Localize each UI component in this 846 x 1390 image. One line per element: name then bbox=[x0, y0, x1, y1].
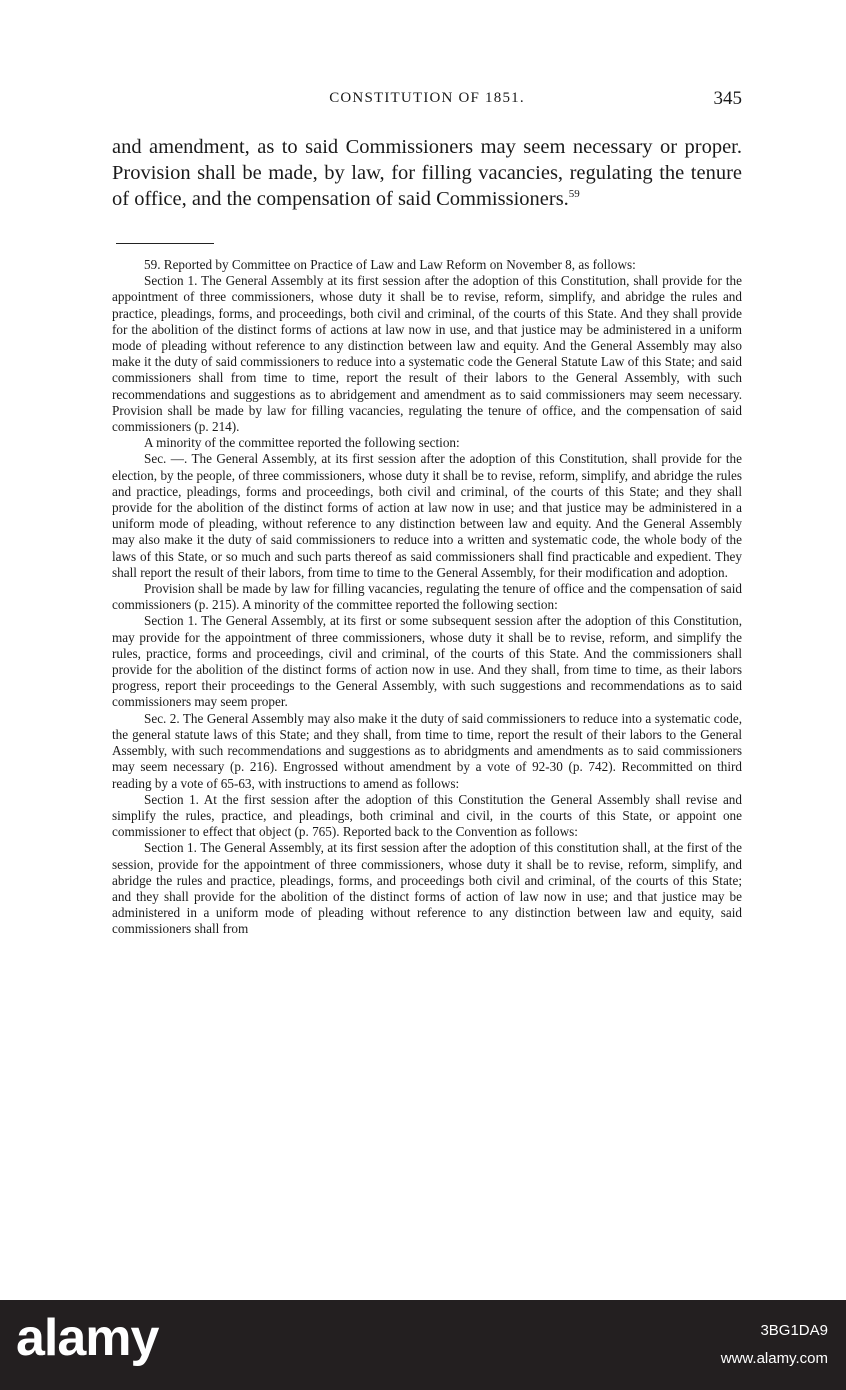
footnote-paragraph: Provision shall be made by law for filling vacancies, regulating the tenure of office and the compensation of said commissioners (p. 215). A minority of the committee reported the following section: bbox=[112, 581, 742, 613]
watermark-url: www.alamy.com bbox=[720, 1350, 828, 1367]
footnotes bbox=[112, 257, 742, 938]
running-title: CONSTITUTION OF 1851. bbox=[329, 90, 525, 106]
image-id: 3BG1DA9 bbox=[760, 1322, 828, 1339]
stock-watermark-bar bbox=[0, 1300, 846, 1390]
footnote-paragraph: Section 1. At the first session after the adoption of this Constitution the General Assembly shall revise and simplify the rules, practice, and pleadings, both criminal and civil, in the courts of this State, or appoint one commissioner to effect that object (p. 765). Reported back to the Convention as follows: bbox=[112, 791, 742, 840]
running-head bbox=[112, 88, 742, 112]
footnote-paragraph: 59. Reported by Committee on Practice of Law and Law Reform on November 8, as follows: bbox=[144, 257, 636, 272]
main-paragraph-text: and amendment, as to said Commissioners may seem necessary or proper. Provision shall be made, by law, for filling vacancies, regulating the tenure of office, and the compensation of said Commissioners. bbox=[112, 136, 742, 210]
alamy-logo: alamy bbox=[16, 1309, 159, 1367]
footnote-divider bbox=[116, 243, 214, 244]
page-number: 345 bbox=[713, 88, 742, 109]
main-paragraph bbox=[112, 134, 742, 212]
footnote-paragraph: A minority of the committee reported the following section: bbox=[144, 435, 460, 451]
footnote-paragraph: Sec. —. The General Assembly, at its first session after the adoption of this Constitution, shall provide for the election, by the people, of three commissioners, whose duty it shall be to revise, reform, simplify, and abridge the rules and practice, pleadings, forms and proceedings, both civil and criminal, of the courts of this State; and they shall provide for the abolition of the distinct forms of action at law now in use; and that justice may be administered in a uniform mode of pleading, without reference to any distinction between law and equity. And the General Assembly may also make it the duty of said commissioners to reduce into a written and systematic code, the whole body of the laws of this State, or so much and such parts thereof as said commissioners shall find practicable and expedient. They shall report the result of their labors, from time to time to the General Assembly, for their modification and adoption. bbox=[112, 451, 742, 580]
footnote-paragraph: Section 1. The General Assembly, at its first or some subsequent session after the adoption of this Constitution, may provide for the appointment of three commissioners, whose duty it shall be to revise, reform, and simplify the rules, practice, forms and proceedings, civil and criminal, of the courts of this State. And the commissioners shall provide for the abolition of the distinct forms of action now in use. And they shall, from time to time, as their labors progress, report their proceedings to the General Assembly, with such suggestions and recommendations as to said commissioners may seem proper. bbox=[112, 613, 742, 710]
footnote-paragraph: Sec. 2. The General Assembly may also make it the duty of said commissioners to reduce into a systematic code, the general statute laws of this State; and they shall, from time to time, report the result of their labors to the General Assembly, with such recommendations and suggestions as to abridgments and amendments as to said commissioners may seem necessary (p. 216). Engrossed without amendment by a vote of 92-30 (p. 742). Recommitted on third reading by a vote of 65-63, with instructions to amend as follows: bbox=[112, 710, 742, 791]
footnote-paragraph: Section 1. The General Assembly, at its first session after the adoption of this constitution shall, at the first of the session, provide for the appointment of three commissioners, whose duty it shall be to revise, reform, simplify, and abridge the rules and practice, pleadings, forms, and proceedings both civil and criminal, of the courts of this State; and they shall provide for the abolition of the distinct forms of action of law now in use; and that justice may be administered in a uniform mode of pleading without reference to any distinction between law and equity, said commissioners shall from bbox=[112, 840, 742, 937]
footnote-paragraph: Section 1. The General Assembly at its first session after the adoption of this Constitution, shall provide for the appointment of three commissioners, whose duty it shall be to revise, reform, simplify, and abridge the rules and practice, pleadings, forms, and proceedings, both civil and criminal, of the courts of this State. And they shall provide for the abolition of the distinct forms of actions at law now in use, and that justice may be administered in a uniform mode of pleading without reference to any distinction between law and equity. And the General Assembly may also make it the duty of said commissioners to reduce into a systematic code the General Statute Law of this State; and said commissioners shall from time to time, report the result of their labors to the General Assembly, with such recommendations and suggestions as to abridgement and amendment as to said commissioners may seem necessary. Provision shall be made by law for filling vacancies, regulating the tenure of office, and the compensation of said commissioners (p. 214). bbox=[112, 273, 742, 435]
footnote-reference: 59 bbox=[568, 188, 580, 201]
